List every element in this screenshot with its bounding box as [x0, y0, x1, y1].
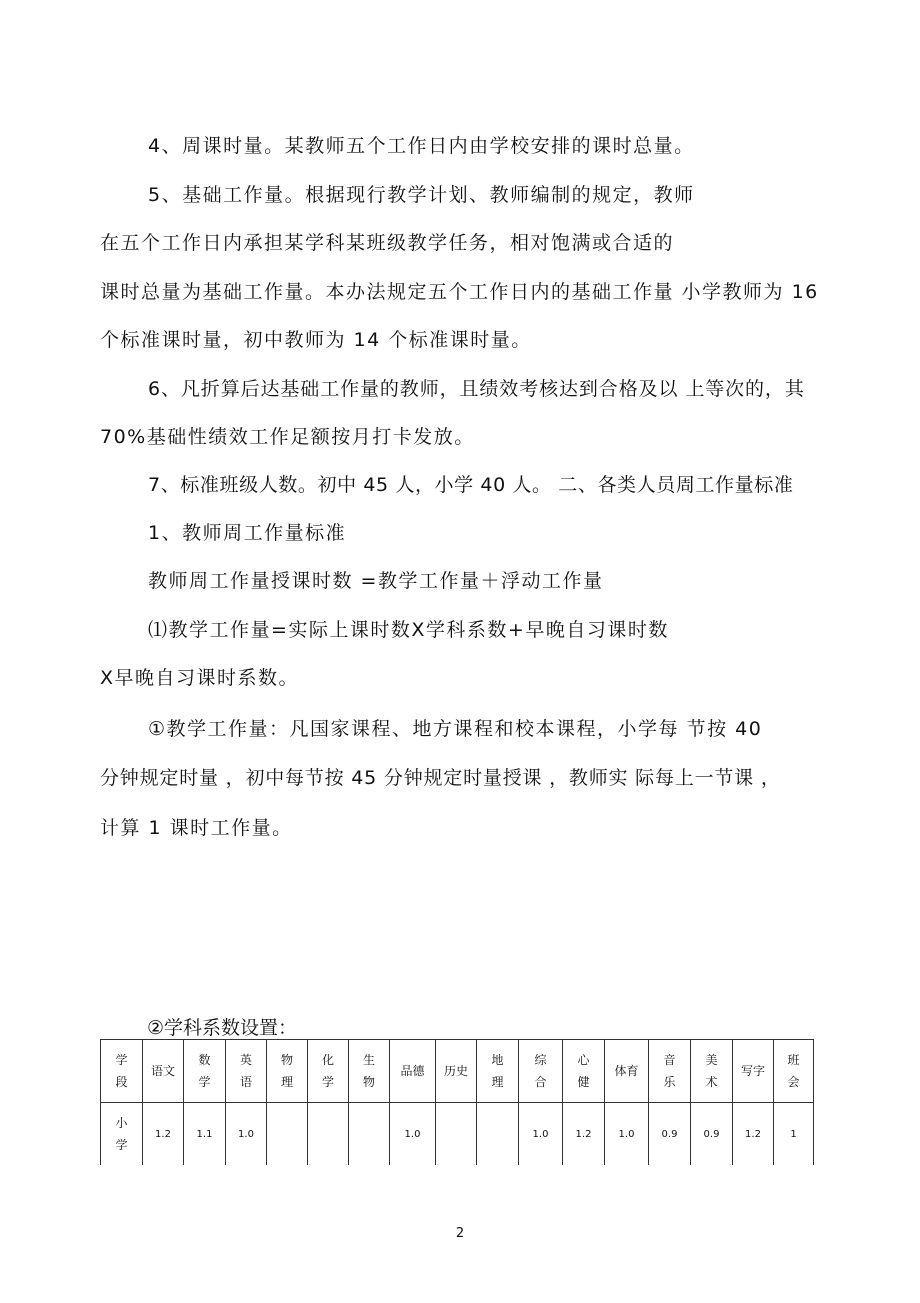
header-history: 历史: [436, 1040, 477, 1103]
table-row: [101, 1103, 814, 1166]
cell-mental-health: 1.2: [563, 1103, 605, 1166]
header-writing: 写字: [733, 1040, 774, 1103]
cell-writing: 1.2: [733, 1103, 774, 1166]
page-number: 2: [455, 1226, 465, 1241]
cell-english: 1.0: [226, 1103, 267, 1166]
header-chinese: 语文: [143, 1040, 184, 1103]
header-integrated: 综合: [519, 1040, 563, 1103]
header-mental-health: 心健: [563, 1040, 605, 1103]
para-line-10: 教师周工作量授课时数 =教学工作量＋浮动工作量: [148, 570, 604, 592]
cell-physics: [267, 1103, 308, 1166]
para-line-12: X早晚自习课时系数。: [100, 667, 300, 689]
cell-biology: [349, 1103, 390, 1166]
cell-art: 0.9: [691, 1103, 733, 1166]
cell-chinese: 1.2: [143, 1103, 184, 1166]
header-chemistry: 化学: [308, 1040, 349, 1103]
para-line-6: 6、凡折算后达基础工作量的教师，且绩效考核达到合格及以 上等次的，其: [148, 378, 805, 400]
para-line-2: 5、基础工作量。根据现行教学计划、教师编制的规定，教师: [148, 184, 695, 206]
para-line-8: 7、标准班级人数。初中 45 人，小学 40 人。 二、各类人员周工作量标准: [148, 474, 794, 496]
para-line-1: 4、周课时量。某教师五个工作日内由学校安排的课时总量。: [148, 135, 695, 157]
header-biology: 生物: [349, 1040, 390, 1103]
cell-integrated: 1.0: [519, 1103, 563, 1166]
cell-math: 1.1: [184, 1103, 226, 1166]
para-line-15: 计算 1 课时工作量。: [100, 817, 293, 839]
para-line-7: 70%基础性绩效工作足额按月打卡发放。: [100, 426, 475, 448]
cell-class-meeting: 1: [774, 1103, 814, 1166]
header-morality: 品德: [390, 1040, 436, 1103]
cell-morality: 1.0: [390, 1103, 436, 1166]
header-music: 音乐: [649, 1040, 691, 1103]
para-line-9: 1、教师周工作量标准: [148, 522, 347, 544]
header-class-meeting: 班会: [774, 1040, 814, 1103]
header-art: 美术: [691, 1040, 733, 1103]
para-line-5: 个标准课时量，初中教师为 14 个标准课时量。: [100, 329, 532, 351]
table-header-row: [101, 1040, 814, 1103]
para-line-3: 在五个工作日内承担某学科某班级教学任务，相对饱满或合适的: [100, 232, 675, 254]
cell-geography: [477, 1103, 519, 1166]
header-geography: 地理: [477, 1040, 519, 1103]
para-line-13: ①教学工作量：凡国家课程、地方课程和校本课程，小学每 节按 40: [148, 718, 763, 740]
table-caption: ②学科系数设置：: [147, 1017, 298, 1039]
para-line-11: ⑴教学工作量=实际上课时数X学科系数+早晚自习课时数: [148, 619, 669, 641]
cell-pe: 1.0: [605, 1103, 649, 1166]
cell-history: [436, 1103, 477, 1166]
cell-music: 0.9: [649, 1103, 691, 1166]
header-physics: 物理: [267, 1040, 308, 1103]
cell-chemistry: [308, 1103, 349, 1166]
header-english: 英语: [226, 1040, 267, 1103]
para-line-4: 课时总量为基础工作量。本办法规定五个工作日内的基础工作量 小学教师为 16: [100, 281, 819, 303]
subject-coefficient-table: [100, 1039, 814, 1165]
para-line-14: 分钟规定时量 ，初中每节按 45 分钟规定时量授课 ，教师实 际每上一节课 ，: [100, 767, 781, 789]
header-stage: 学段: [101, 1040, 143, 1103]
row-stage-cell: 小学: [101, 1103, 143, 1166]
header-math: 数学: [184, 1040, 226, 1103]
header-pe: 体育: [605, 1040, 649, 1103]
